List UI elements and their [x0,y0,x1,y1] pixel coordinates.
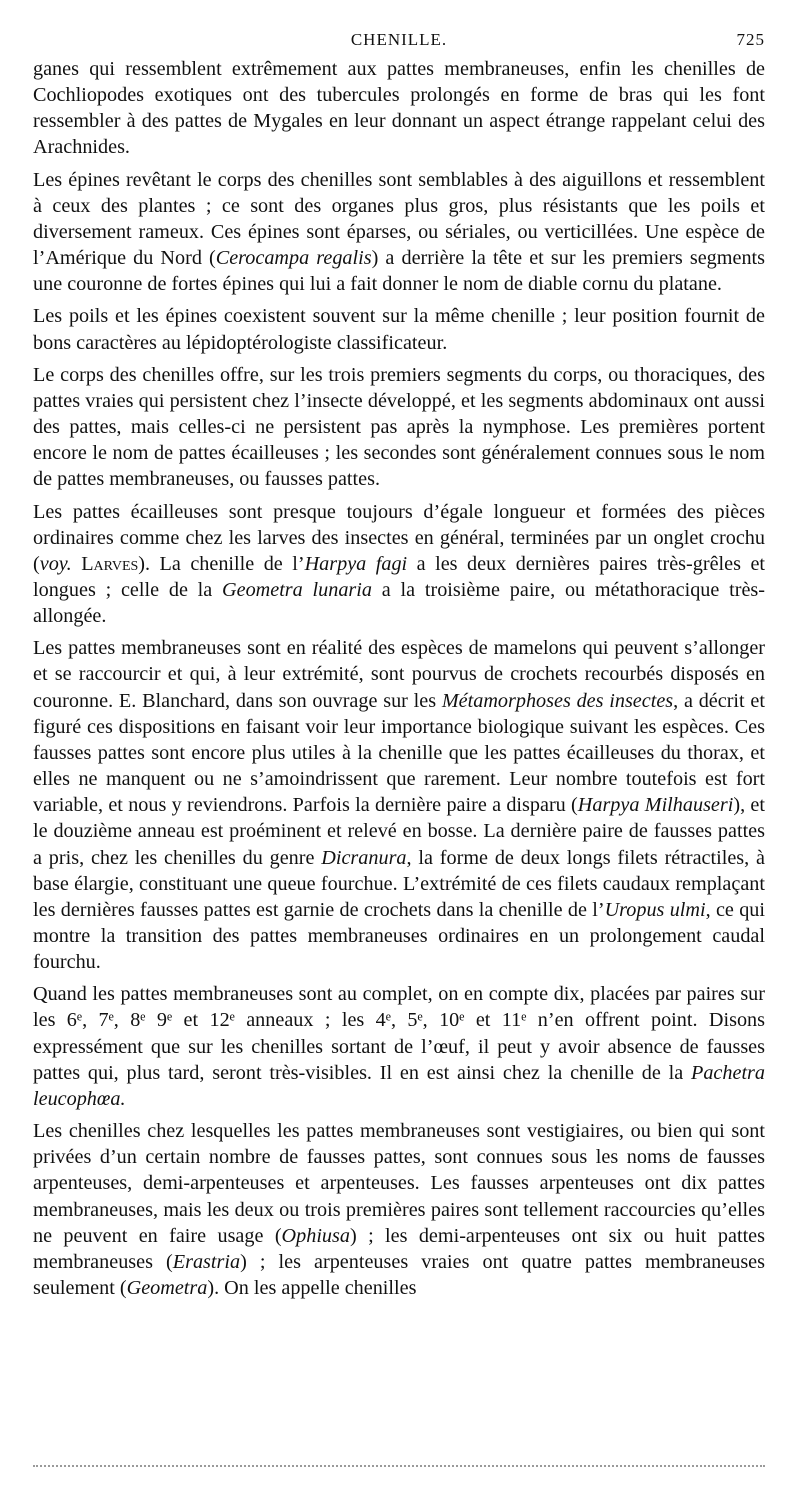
text-run: ). La chenille de l’ [138,552,305,575]
paragraph [33,56,765,161]
italic-term: Harpya Milhauseri [577,794,734,817]
text-run: Les pattes membraneuses sont en réalité des espèces de mamelons qui peuvent s’allonger et se raccourcir et qui, à leur extrémité, sont pourvus de crochets recourbés disposés en couronne. E. Blanchard, dans son ouvrage sur les [33,637,765,712]
italic-term: Geometra [126,1277,208,1300]
text-run: a les deux dernières paires très-grêles et longues ; celle de la [33,552,766,601]
text-run: ), et le douzième anneau est proéminent et relevé en bosse. La dernière paire de fausses pattes a pris, chez les chenilles du genre [33,794,765,869]
text-run: , la forme de deux longs filets rétractiles, à base élargie, constituant une queue fourchue. L’extrémité de ces filets caudaux remplaçant les dernières fausses pattes est garnie de crochets dans la chenille de l’ [33,846,765,921]
text-run: Les pattes écailleuses sont presque toujours d’égale longueur et formées des pièces ordinaires comme chez les larves des insectes en général, terminées par un onglet crochu ( [33,500,765,575]
text-run: a la troisième paire, ou métathoracique très-allongée. [33,578,765,628]
paragraph [33,499,765,630]
running-header [33,26,765,56]
text-run: ) ; les arpenteuses vraies ont quatre pattes membraneuses seulement ( [33,1250,765,1300]
italic-term: Geometra lunaria [222,578,372,601]
text-run: ) a derrière la tête et sur les premiers segments une couronne de fortes épines qui lui a fait donner le nom de diable cornu du platane. [33,247,765,296]
text-run: , a décrit et figuré ces dispositions en faisant voir leur importance biologique suivant les espèces. Ces fausses pattes sont encore plus utiles à la chenille que les pattes écailleuses du thorax, et elles ne manquent ou ne s’amoindrissent que rarement. Leur nombre toutefois est fort variable, et nous y reviendrons. Parfois la dernière paire a disparu ( [33,689,765,817]
bottom-dotted-rule [33,1465,765,1467]
article-body [33,56,765,1301]
italic-term: Métamorphoses des insectes [441,689,674,712]
italic-term: Cerocampa regalis [215,247,372,270]
italic-term: Dicranura [321,846,407,869]
running-title: CHENILLE. [350,30,448,49]
italic-term: Pachetra leucophœa. [33,1061,765,1110]
text-run: Quand les pattes membraneuses sont au complet, on en compte dix, placées par paires sur les 6ᵉ, 7ᵉ, 8ᵉ 9ᵉ et 12ᵉ anneaux ; les 4ᵉ, 5ᵉ, 10ᵉ et 11ᵉ n’en offrent point. Disons expressément que sur les chenilles sortant de l’œuf, il peut y avoir absence de fausses pattes qui, plus tard, seront très-visibles. Il en est ainsi chez la chenille de la [33,983,765,1084]
text-run [72,553,82,575]
italic-term: Erastria [172,1250,241,1273]
paragraph [33,1118,765,1301]
cross-reference: Larves [81,552,139,575]
text-run: ) ; les demi-arpenteuses ont six ou huit pattes membraneuses ( [33,1224,765,1273]
page [33,26,765,1307]
italic-term: voy. [39,552,72,575]
text-run: Le corps des chenilles offre, sur les trois premiers segments du corps, ou thoraciques, des pattes vraies qui persistent chez l’insecte développé, et les segments abdominaux ont aussi des pattes, mais celles-ci ne persistent pas après la nymphose. Les premières portent encore le nom de pattes écailleuses ; les secondes sont généralement connues sous le nom de pattes membraneuses, ou fausses pattes. [33,363,765,491]
text-run: , ce qui montre la transition des pattes membraneuses ordinaires en un prolongement caudal fourchu. [33,898,765,974]
text-run: ganes qui ressemblent extrêmement aux pattes membraneuses, enfin les chenilles de Cochliopodes exotiques ont des tubercules prolongés en forme de bras qui les font ressembler à des pattes de Mygales en leur donnant un aspect étrange rappelant celui des Arachnides. [33,58,765,159]
text-run: Les épines revêtant le corps des chenilles sont semblables à des aiguillons et ressemblent à ceux des plantes ; ce sont des organes plus gros, plus résistants que les poils et diversement rameux. Ces épines sont éparses, ou sériales, ou verticillées. Une espèce de l’Amérique du Nord ( [33,168,765,270]
paragraph [33,303,765,355]
italic-term: Ophiusa [281,1224,350,1247]
paragraph [33,635,765,975]
text-run: ). On les appelle chenilles [207,1277,417,1300]
paragraph [33,167,765,298]
paragraph [33,362,765,493]
italic-term: Harpya fagi [304,552,408,575]
text-run: Les poils et les épines coexistent souvent sur la même chenille ; leur position fournit de bons caractères au lépidoptérologiste classificateur. [33,305,765,354]
text-run: Les chenilles chez lesquelles les pattes membraneuses sont vestigiaires, ou bien qui sont privées d’un certain nombre de fausses pattes, sont connues sous les noms de fausses arpenteuses, demi-arpenteuses et arpenteuses. Les fausses arpenteuses ont dix pattes membraneuses, mais les deux ou trois premières paires sont tellement raccourcies qu’elles ne peuvent en faire usage ( [33,1120,765,1247]
paragraph [33,981,765,1112]
page-number: 725 [736,30,765,49]
italic-term: Uropus ulmi [604,898,706,921]
